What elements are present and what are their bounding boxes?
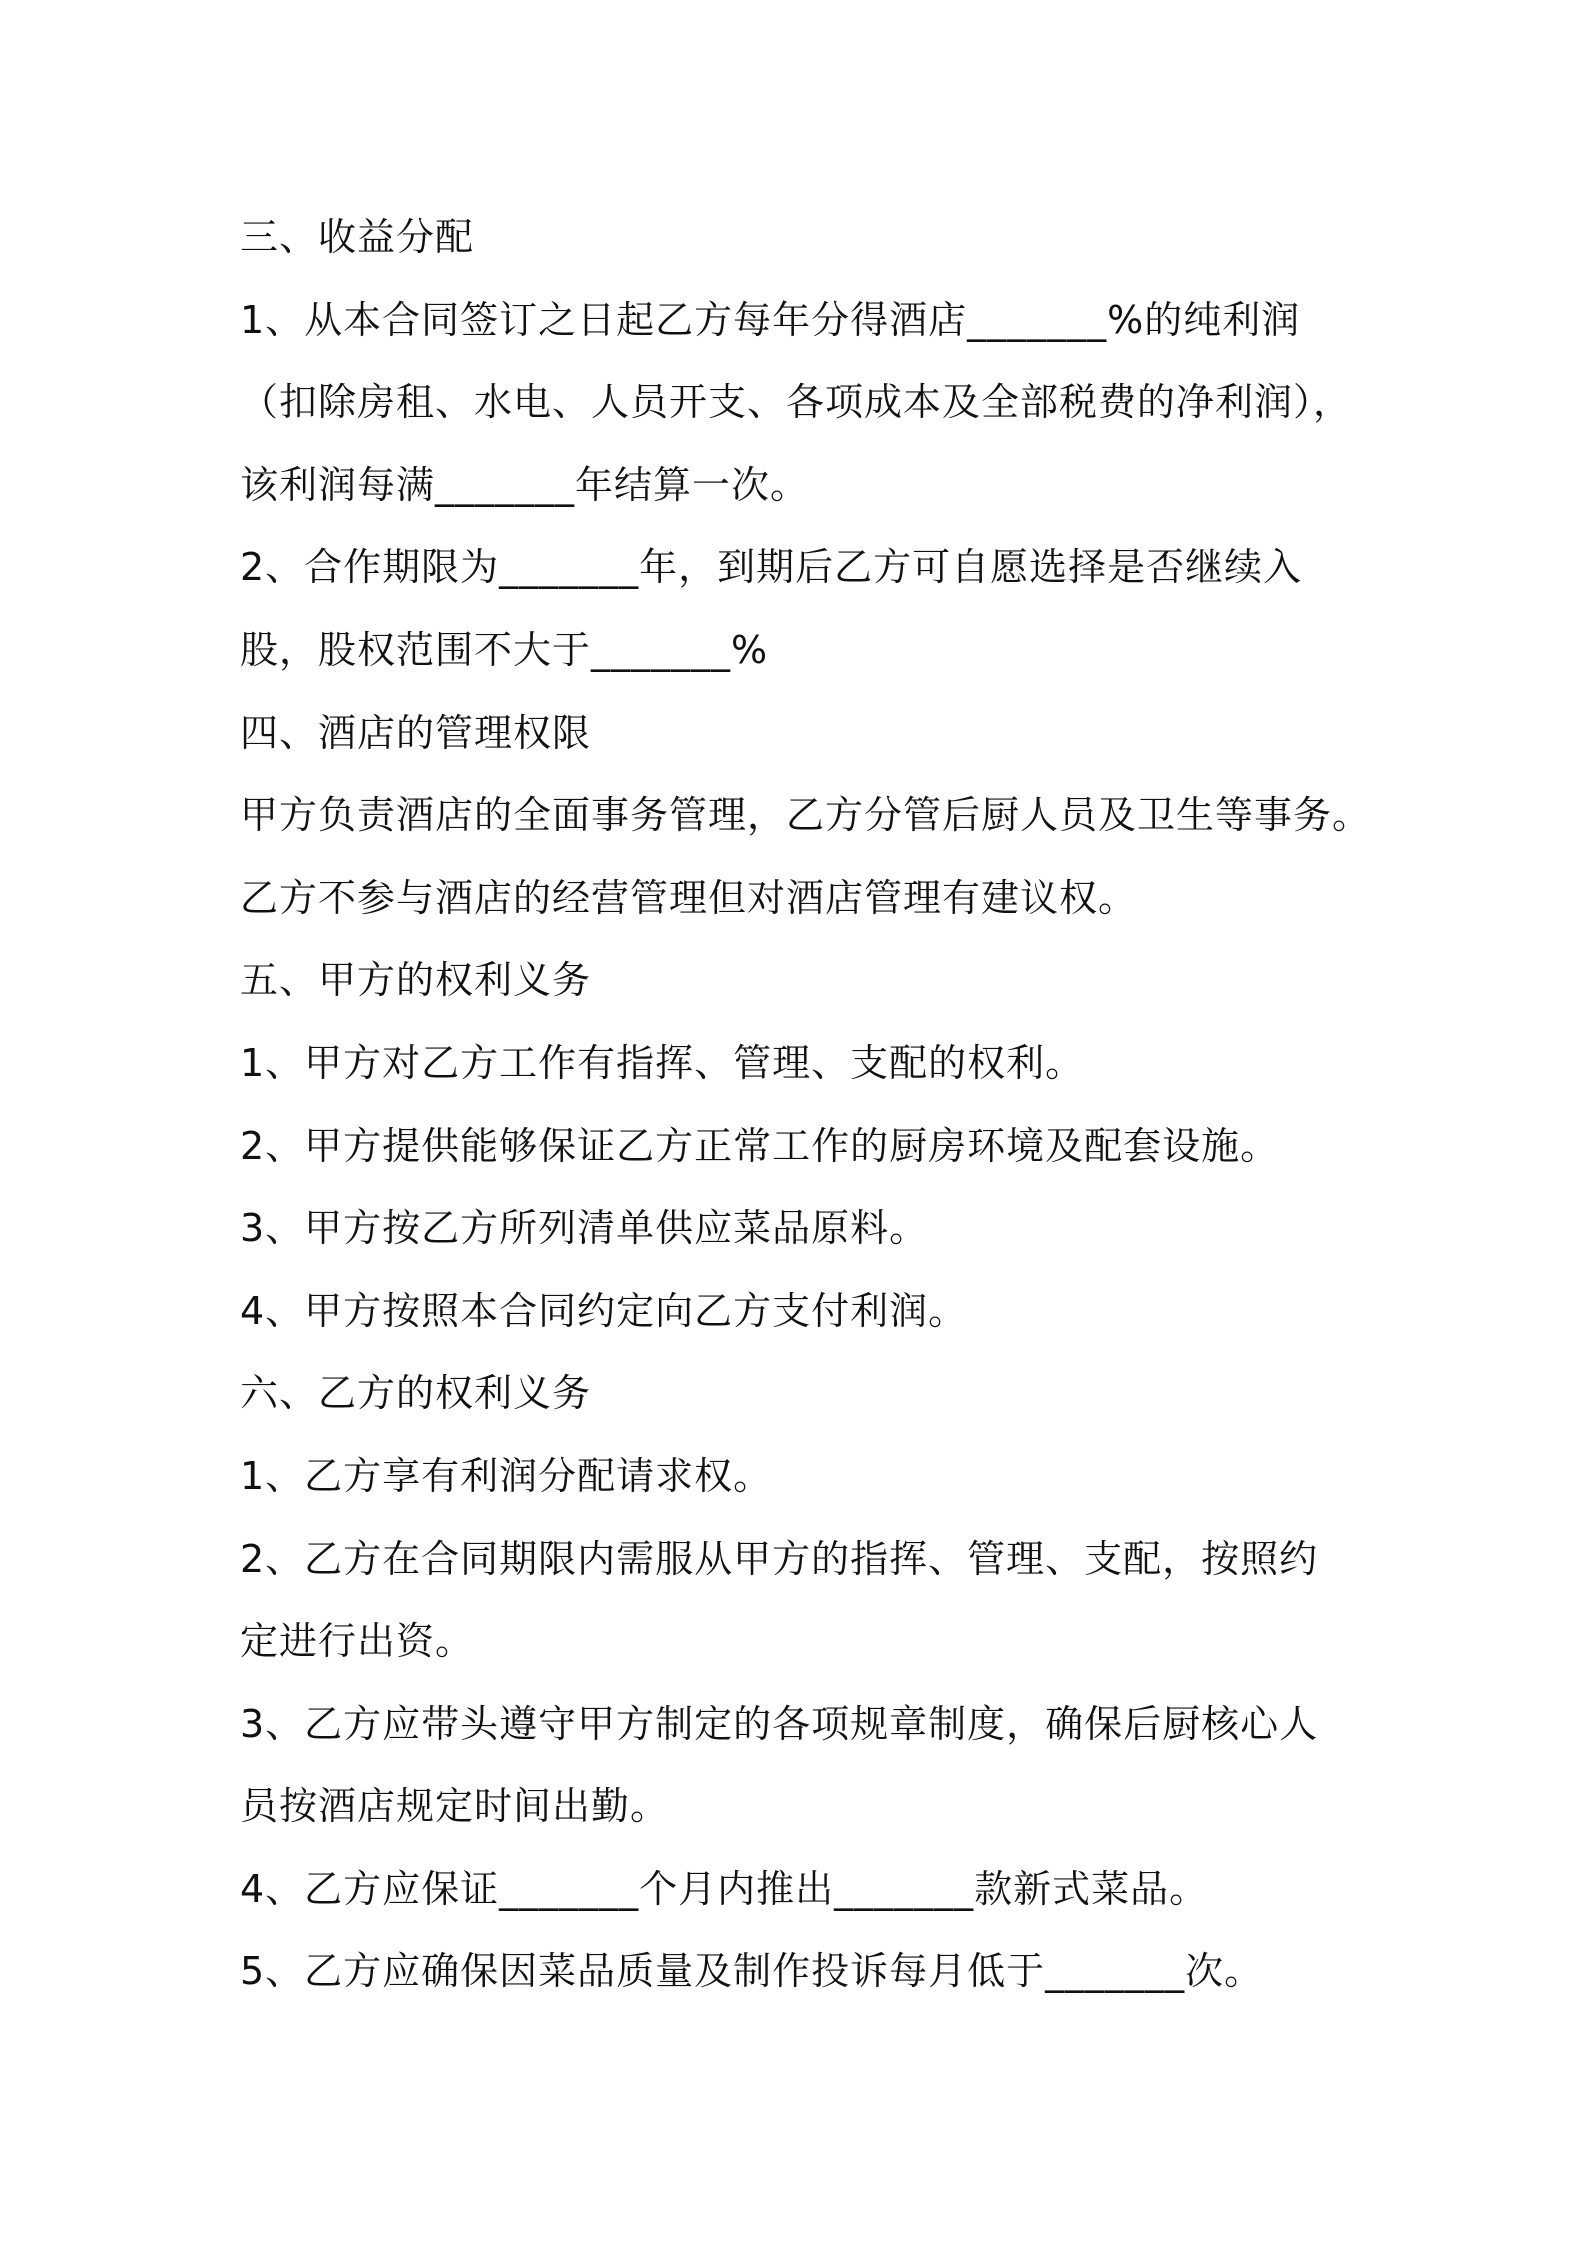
clause-party-a-command: 1、甲方对乙方工作有指挥、管理、支配的权利。 [240, 1040, 1085, 1085]
clause-profit-share-continued: （扣除房租、水电、人员开支、各项成本及全部税费的净利润）， [240, 380, 1353, 425]
clause-settlement-period: 该利润每满_______年结算一次。 [240, 462, 810, 507]
clause-advisory-right: 乙方不参与酒店的经营管理但对酒店管理有建议权。 [240, 875, 1138, 920]
clause-profit-share: 1、从本合同签订之日起乙方每年分得酒店_______%的纯利润 [240, 297, 1301, 342]
clause-party-b-complaints: 5、乙方应确保因菜品质量及制作投诉每月低于_______次。 [240, 1949, 1264, 1994]
clause-party-b-obedience-continued: 定进行出资。 [240, 1619, 475, 1664]
clause-party-b-rules-continued: 员按酒店规定时间出勤。 [240, 1784, 670, 1829]
clause-management-division: 甲方负责酒店的全面事务管理，乙方分管后厨人员及卫生等事务。 [240, 793, 1372, 838]
clause-party-b-obedience: 2、乙方在合同期限内需服从甲方的指挥、管理、支配，按照约 [240, 1536, 1319, 1581]
clause-cooperation-term: 2、合作期限为_______年，到期后乙方可自愿选择是否继续入 [240, 545, 1303, 590]
clause-party-a-facilities: 2、甲方提供能够保证乙方正常工作的厨房环境及配套设施。 [240, 1123, 1280, 1168]
section-heading-management-authority: 四、酒店的管理权限 [240, 710, 592, 755]
clause-party-a-supply: 3、甲方按乙方所列清单供应菜品原料。 [240, 1206, 929, 1251]
contract-text [240, 196, 1390, 2013]
section-heading-party-b-rights: 六、乙方的权利义务 [240, 1371, 592, 1416]
clause-party-b-rules: 3、乙方应带头遵守甲方制定的各项规章制度，确保后厨核心人 [240, 1701, 1319, 1746]
clause-party-b-new-dishes: 4、乙方应保证_______个月内推出_______款新式菜品。 [240, 1866, 1209, 1911]
clause-party-b-profit-claim: 1、乙方享有利润分配请求权。 [240, 1453, 773, 1498]
section-heading-party-a-rights: 五、甲方的权利义务 [240, 958, 592, 1003]
clause-party-a-payment: 4、甲方按照本合同约定向乙方支付利润。 [240, 1288, 968, 1333]
section-heading-profit-distribution: 三、收益分配 [240, 215, 475, 259]
clause-equity-limit: 股，股权范围不大于_______% [240, 627, 769, 672]
